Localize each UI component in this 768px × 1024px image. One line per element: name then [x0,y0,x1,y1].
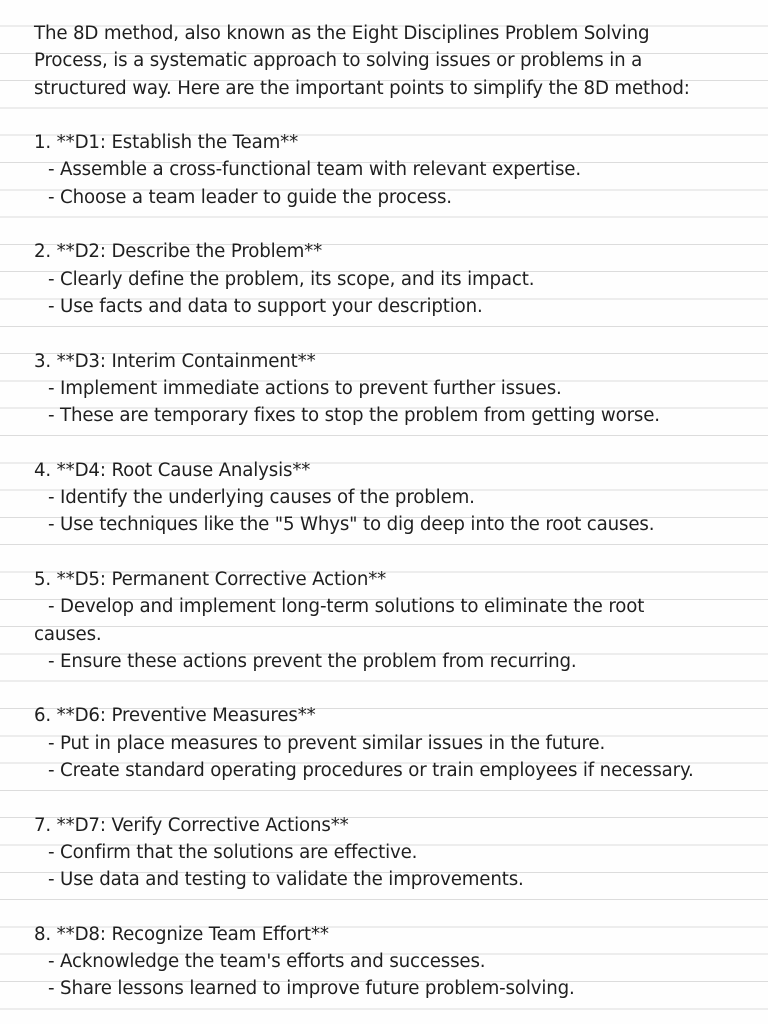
section-d4 [34,457,746,539]
section-heading: 2. **D2: Describe the Problem** [34,241,323,263]
bullet-item: - Acknowledge the team's efforts and successes. [48,951,486,973]
section-d5 [34,566,746,675]
bullet-item: - Confirm that the solutions are effective. [48,841,418,863]
bullet-item: - Use facts and data to support your description. [48,295,483,317]
bullet-item: - Use data and testing to validate the improvements. [48,869,524,891]
section-d6 [34,702,746,784]
bullet-item: - These are temporary fixes to stop the problem from getting worse. [48,405,660,427]
bullet-item: - Assemble a cross-functional team with relevant expertise. [48,159,581,181]
section-heading: 6. **D6: Preventive Measures** [34,705,316,727]
section-heading: 7. **D7: Verify Corrective Actions** [34,814,349,836]
section-d1 [34,129,746,211]
section-d2 [34,238,746,320]
section-heading: 8. **D8: Recognize Team Effort** [34,923,329,945]
bullet-item: - Clearly define the problem, its scope, and its impact. [48,268,535,290]
bullet-item: - Identify the underlying causes of the problem. [48,487,475,509]
section-heading: 3. **D3: Interim Containment** [34,350,316,372]
bullet-item: - Choose a team leader to guide the process. [48,186,452,208]
bullet-item: - Ensure these actions prevent the problem from recurring. [48,650,577,672]
section-d3 [34,348,746,430]
section-heading: 1. **D1: Establish the Team** [34,132,299,154]
section-d7 [34,812,746,894]
intro-paragraph [34,20,746,102]
bullet-continuation: causes. [34,623,102,645]
section-heading: 4. **D4: Root Cause Analysis** [34,459,311,481]
bullet-item: - Develop and implement long-term solutions to eliminate the root [48,596,645,618]
intro-line: The 8D method, also known as the Eight Disciplines Problem Solving [34,23,650,44]
bullet-item: - Share lessons learned to improve future problem-solving. [48,978,575,1000]
bullet-item: - Create standard operating procedures or train employees if necessary. [48,760,694,782]
bullet-item: - Put in place measures to prevent similar issues in the future. [48,732,606,754]
bullet-item: - Use techniques like the "5 Whys" to dig deep into the root causes. [48,514,655,536]
note-text [34,20,746,1003]
bullet-item: - Implement immediate actions to prevent further issues. [48,377,562,399]
intro-line: Process, is a systematic approach to solving issues or problems in a [34,50,643,72]
section-heading: 5. **D5: Permanent Corrective Action** [34,568,387,590]
intro-line: structured way. Here are the important points to simplify the 8D method: [34,77,690,99]
section-d8 [34,921,746,1003]
